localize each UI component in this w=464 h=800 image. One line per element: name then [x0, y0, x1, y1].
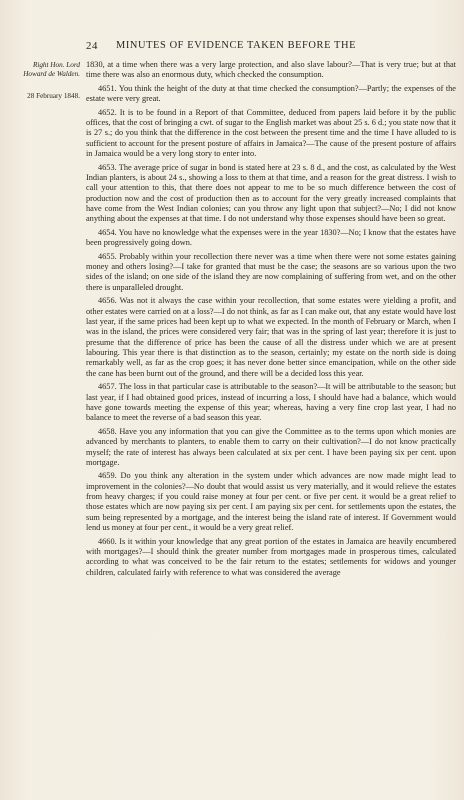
- paragraph-4658: 4658. Have you any information that you can give the Committee as to the terms upon which monies are advanced by merchants to planters, to enable them to carry on their cultivation?—I do not know practically myself; the rate of interest has always been calculated at six per cent. I have been paying six per cent. upon mortgage.: [86, 426, 456, 467]
- margin-witness-title: Right Hon. Lord: [32, 61, 80, 69]
- margin-note-date: [8, 92, 80, 101]
- paragraph-4660: 4660. Is it within your knowledge that any great portion of the estates in Jamaica are heavily encumbered with mortgages?—I should think the greater number from mortgages made in prosperous times, calculated according to what was conceived to be the fair return to the estates; settlements for widows and younger children, calculated fairly with reference to what was considered the average: [86, 536, 456, 577]
- paragraph-continuation: 1830, at a time when there was a very large protection, and also slave labour?—That is very true; but at that time there was also an enormous duty, which checked the consumption.: [86, 60, 456, 80]
- paragraph-4654: 4654. You have no knowledge what the expenses were in the year 1830?—No; I know that the estates have been progressively going down.: [86, 227, 456, 248]
- paragraph-4659: 4659. Do you think any alteration in the system under which advances are now made might lead to improvement in the colonies?—No doubt that would assist us very materially, and it would relieve the estates from heavy charges; if you could raise money at four per cent. or five per cent. it would be a great relief to those estates which are now paying six per cent. I am paying six per cent. for settlements upon the estates, the sum being represented by a mortgage, and the interest being the island rate of interest. If Government would lend us money at four per cent., it would be a very great relief.: [86, 471, 456, 533]
- page-number: 24: [86, 40, 98, 52]
- paragraph-4651: 4651. You think the height of the duty at that time checked the consumption?—Partly; the expenses of the estate were very great.: [86, 83, 456, 104]
- margin-note-witness: [8, 61, 80, 79]
- paragraph-4656: 4656. Was not it always the case within your recollection, that some estates were yielding a profit, and other estates were carried on at a loss?—I do not think, as far as I can make out, that any estate would have lost last year, if the same prices had been kept up to what we expected. In the month of February or March, when I was in the island, the prices were considered very fair; that was in the spring of last year; therefore it is just to presume that the difference of price has been the cause of all the distress under which we are at present labouring. This year there is that distinction as to the season, certainly; my estate on the north side is doing remarkably well, as far as the crop goes; it has never done better since emancipation, while on the other side the cane has been burnt out of the ground, and there will be a decided loss this year.: [86, 296, 456, 378]
- paragraph-4652: 4652. It is to be found in a Report of that Committee, deduced from papers laid before it by the public offices, that the cost of bringing a cwt. of sugar to the English market was about 25 s. 6 d.; you state now that it is 27 s.; do you think that the difference in the cost between the present time and the time I have alluded to is sufficient to account for the present posture of affairs in Jamaica?—The cause of the present posture of affairs in Jamaica would be a very long story to enter into.: [86, 107, 456, 159]
- margin-date: 28 February 1848.: [27, 92, 80, 100]
- paragraph-4657: 4657. The loss in that particular case is attributable to the season?—It will be attributable to the season; but last year, if I had obtained good prices, instead of incurring a loss, I should have had a balance, which would have gone towards meeting the expense of this year; whereas, having a very fine crop last year, I had no balance to meet the reverse of a bad season this year.: [86, 382, 456, 423]
- running-head: MINUTES OF EVIDENCE TAKEN BEFORE THE: [116, 40, 357, 51]
- evidence-body: [86, 60, 456, 581]
- paragraph-4653: 4653. The average price of sugar in bond is stated here at 23 s. 8 d., and the cost, as calculated by the West Indian planters, is about 24 s., showing a loss to them at that time, and a reason for the great distress. I wish to call your attention to this, that there does not appear to me to be so much difference between the cost of production now and the cost of production then as to account for the very greatly increased complaints that have come from the West Indian colonies; can you throw any light upon that subject?—No; I did not know anything about the expenses at that time. I do not understand why those expenses should have been so great.: [86, 162, 456, 224]
- margin-witness-name: Howard de Walden.: [23, 70, 80, 78]
- paragraph-4655: 4655. Probably within your recollection there never was a time when there were not some estates gaining money and others losing?—I take for granted that must be the case; the seasons are so various upon the two sides of the island; on one side of the island they are now complaining of suffering from wet, and on the other there is unparalleled drought.: [86, 251, 456, 292]
- page-header: [86, 40, 456, 54]
